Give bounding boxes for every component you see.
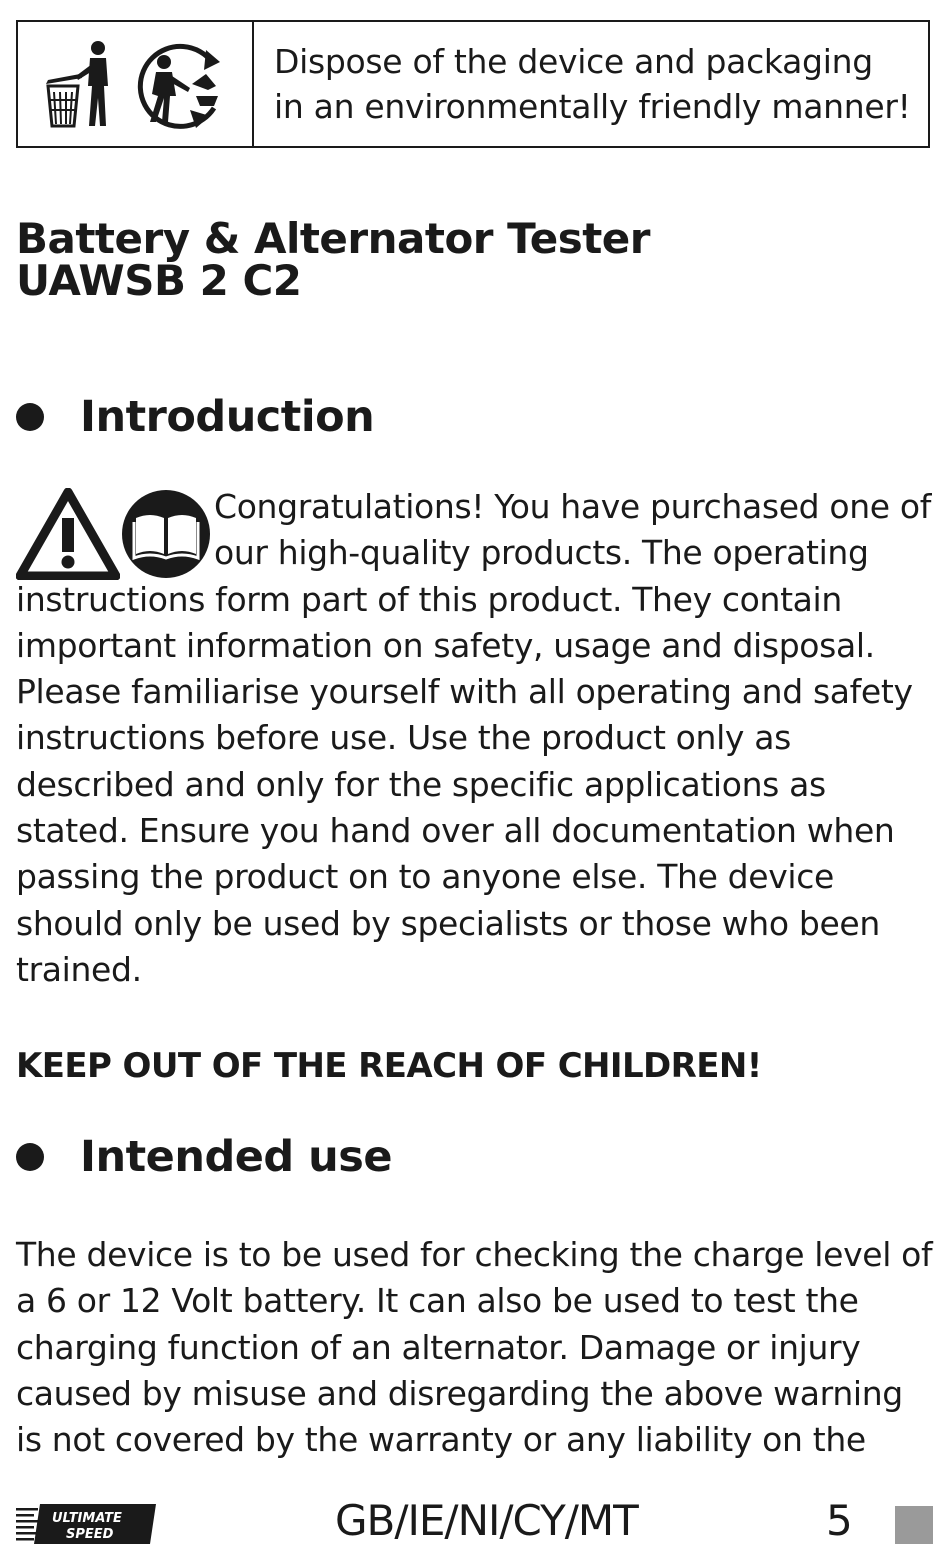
product-name: Battery & Alternator Tester bbox=[16, 214, 650, 263]
product-model: UAWSB 2 C2 bbox=[16, 256, 302, 305]
introduction-paragraph bbox=[16, 484, 936, 993]
disposal-icons bbox=[18, 22, 254, 146]
disposal-text bbox=[254, 22, 928, 146]
page-footer bbox=[0, 1490, 950, 1554]
disposal-line-1: Dispose of the device and packaging bbox=[274, 42, 873, 81]
disposal-line-2: in an environmentally friendly manner! bbox=[274, 87, 911, 126]
introduction-heading-text: Introduction bbox=[80, 392, 375, 442]
disposal-notice-box bbox=[16, 20, 930, 148]
intended-use-heading bbox=[16, 1132, 392, 1182]
footer-region-codes: GB/IE/NI/CY/MT bbox=[335, 1496, 638, 1545]
svg-text:SPEED: SPEED bbox=[66, 1527, 114, 1542]
children-warning: KEEP OUT OF THE REACH OF CHILDREN! bbox=[16, 1046, 762, 1086]
product-title bbox=[16, 214, 650, 305]
manual-book-icon bbox=[120, 488, 212, 580]
introduction-body: Congratulations! You have purchased one of our high-quality products. The operating instructions form part of this product. They contain important information on safety, usage and disposal. Please familiarise yourself with all operating and safety instructions before use. Use the product only as described and only for the specific applications as stated. Ensure you hand over all documentation when passing the product on to anyone else. The device should only be used by specialists or those who been trained. bbox=[16, 487, 932, 989]
bullet-icon bbox=[16, 1143, 44, 1171]
intended-use-heading-text: Intended use bbox=[80, 1132, 393, 1182]
recycle-person-icon bbox=[126, 36, 230, 132]
intro-icons bbox=[16, 484, 212, 580]
bullet-icon bbox=[16, 403, 44, 431]
page-number: 5 bbox=[826, 1496, 853, 1545]
page-marker bbox=[895, 1506, 933, 1544]
warning-triangle-icon bbox=[16, 488, 120, 580]
brand-logo bbox=[16, 1502, 156, 1546]
introduction-heading bbox=[16, 392, 374, 442]
svg-text:ULTIMATE: ULTIMATE bbox=[52, 1511, 122, 1526]
intended-use-paragraph: The device is to be used for checking the charge level of a 6 or 12 Volt battery. It can also be used to test the charging function of an alternator. Damage or injury caused by misuse and disregarding the above warning is not covered by the warranty or any liability on the bbox=[16, 1235, 933, 1460]
trash-person-icon bbox=[40, 36, 120, 132]
